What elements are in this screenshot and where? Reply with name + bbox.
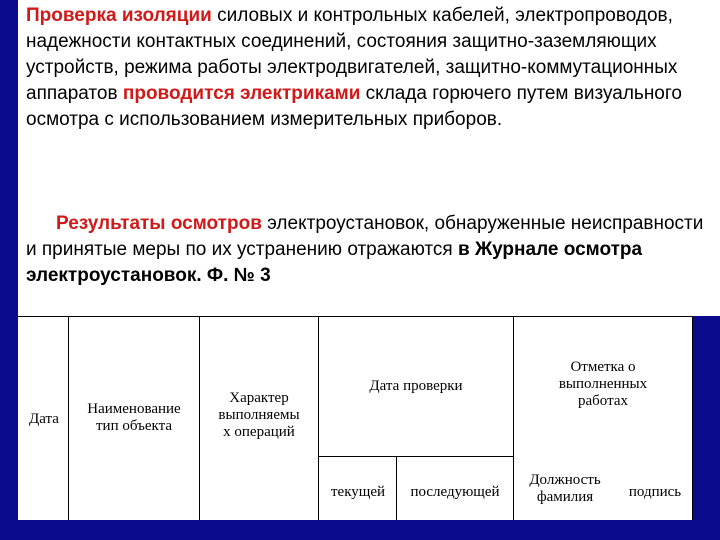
header-position: Должность фамилия <box>529 472 601 505</box>
header-next: последующей <box>410 484 500 500</box>
highlight-results: Результаты осмотров <box>56 213 262 234</box>
paragraph-text: электроустановок, обнаруженные неисправности и принятые меры по их устранению отражаются <box>26 213 704 260</box>
highlight-electricians: проводится электриками <box>122 83 361 104</box>
text-panel <box>18 0 720 316</box>
header-works-mark: Отметка о выполненных работах <box>558 359 648 409</box>
paragraph-inspection <box>26 3 716 133</box>
highlight-journal: в Журнале осмотра электроустановок. Ф. № 3 <box>26 239 643 286</box>
journal-table <box>18 316 693 520</box>
header-current: текущей <box>330 484 386 500</box>
header-check-date: Дата проверки <box>369 378 463 394</box>
paragraph-text: силовых и контрольных кабелей, электропроводов, надежности контактных соединений, состояния защитно-заземляющих устройств, режима работы электродвигателей, защитно-коммутационных аппаратов <box>26 5 678 104</box>
paragraph-text: склада горючего путем визуального осмотра с использованием измерительных приборов. <box>26 83 682 130</box>
header-operations: Характер выполняемы х операций <box>218 390 300 440</box>
highlight-insulation-check: Проверка изоляции <box>26 5 212 26</box>
header-object-name: Наименование тип объекта <box>87 401 181 434</box>
header-signature: подпись <box>628 484 682 500</box>
header-date: Дата <box>29 411 59 427</box>
paragraph-results <box>26 211 716 289</box>
